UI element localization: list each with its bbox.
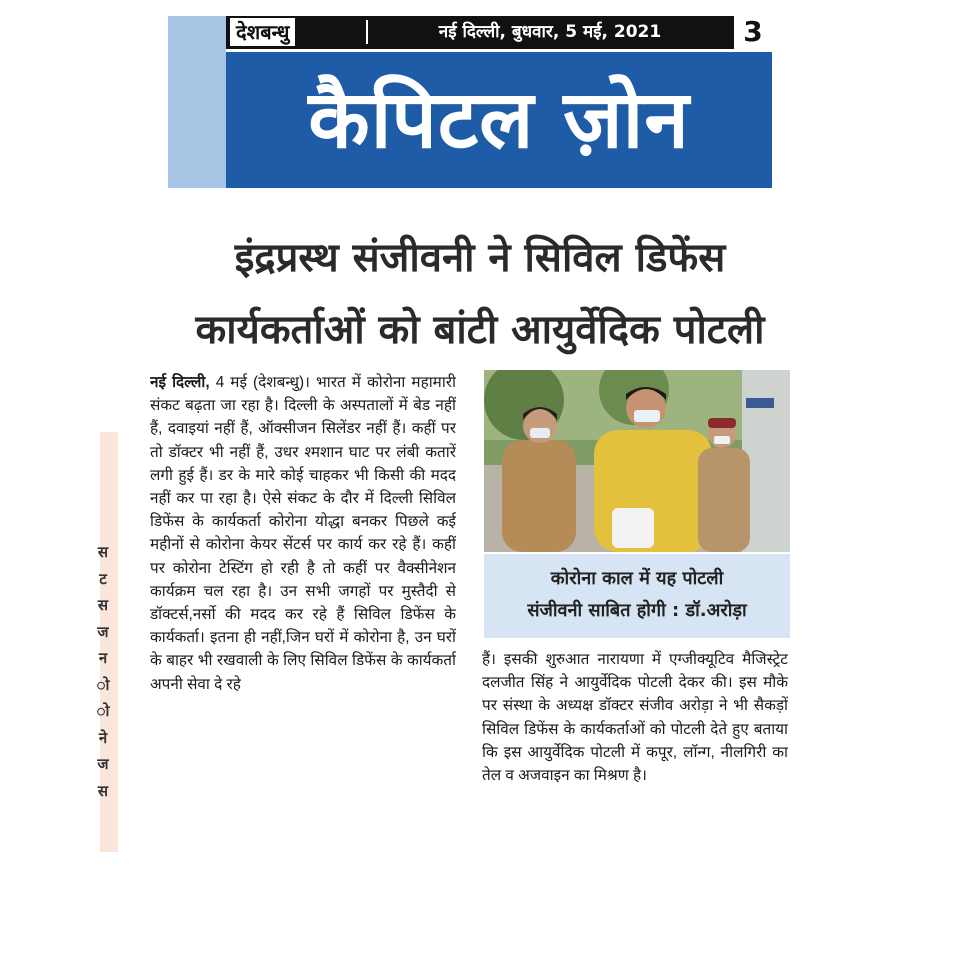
masthead-side-stripe (168, 16, 226, 188)
adjacent-article-char: स (97, 781, 109, 800)
adjacent-article-char: न (98, 649, 108, 667)
newspaper-logo: देशबन्धु (230, 18, 295, 46)
article-headline-line-2: कार्यकर्ताओं को बांटी आयुर्वेदिक पोटली (195, 307, 765, 353)
page-number: 3 (743, 15, 763, 48)
article-headline-line-1: इंद्रप्रस्थ संजीवनी ने सिविल डिफेंस (234, 235, 726, 281)
logo-separator (366, 20, 368, 44)
adjacent-article-char: स (97, 543, 109, 561)
masthead-dateline: नई दिल्ली, बुधवार, 5 मई, 2021 (438, 22, 662, 42)
article-body-right-column (482, 648, 788, 898)
adjacent-article-char: ो (96, 702, 110, 720)
adjacent-article-char: ो (96, 675, 110, 694)
article-body-left-column (150, 371, 456, 901)
adjacent-article-char: ज (97, 755, 109, 773)
adjacent-article-char: ट (99, 569, 107, 588)
article-photo (484, 370, 790, 552)
article-body-right-text: हैं। इसकी शुरुआत नारायणा में एग्जीक्यूटिव मैजिस्ट्रेट दलजीत सिंह ने आयुर्वेदिक पोटली देकर की। इस मौके पर संस्था के अध्यक्ष डॉक्टर संजीव अरोड़ा ने भी सैकड़ों सिविल डिफेंस के कार्यकर्ताओं को पोटली देते हुए बताया कि इस आयुर्वेदिक पोटली में कपूर, लॉन्ग, नीलगिरी का तेल व अजवाइन का मिश्रण है। (482, 651, 788, 785)
adjacent-article-char: स (97, 596, 109, 614)
article-dateline-place: नई दिल्ली, (150, 374, 210, 391)
adjacent-article-char: ने (98, 728, 108, 747)
adjacent-article-char: ज (97, 622, 109, 641)
photo-caption-line-2: संजीवनी साबित होगी : डॉ.अरोड़ा (527, 600, 747, 621)
section-title: कैपिटल ज़ोन (308, 73, 690, 166)
article-body-left-text: भारत में कोरोना महामारी संकट बढ़ता जा रहा है। दिल्ली के अस्पतालों में बेड नहीं हैं, दवाइयां नहीं हैं, ऑक्सीजन सिलेंडर नहीं हैं। कहीं पर तो डॉक्टर भी नहीं हैं, उधर श्मशान घाट पर लंबी कतारें लगी हुई हैं। डर के मारे कोई चाहकर भी किसी की मदद नहीं कर पा रहा है। ऐसे संकट के दौर में दिल्ली सिविल डिफेंस के कार्यकर्ता कोरोना योद्धा बनकर पिछले कई महीनों से कोरोना केयर सेंटर्स पर कार्य कर रहे हैं। कहीं पर कोरोना टेस्टिंग हो रही है तो कहीं पर वैक्सीनेशन कार्यक्रम चल रहा है। उन सभी जगहों पर मुस्तैदी से डॉक्टर्स,नर्सो की मदद कर रहे हैं सिविल डिफेंस के कार्यकर्ता। इतना ही नहीं,जिन घरों में कोरोना है, उन घरों के बाहर भी रखवाली के लिए सिविल डिफेंस के कार्यकर्ता अपनी सेवा दे रहे (150, 374, 456, 693)
photo-caption-line-1: कोरोना काल में यह पोटली (550, 568, 724, 589)
article-dateline-date: 4 मई (देशबन्धु)। (209, 374, 310, 391)
